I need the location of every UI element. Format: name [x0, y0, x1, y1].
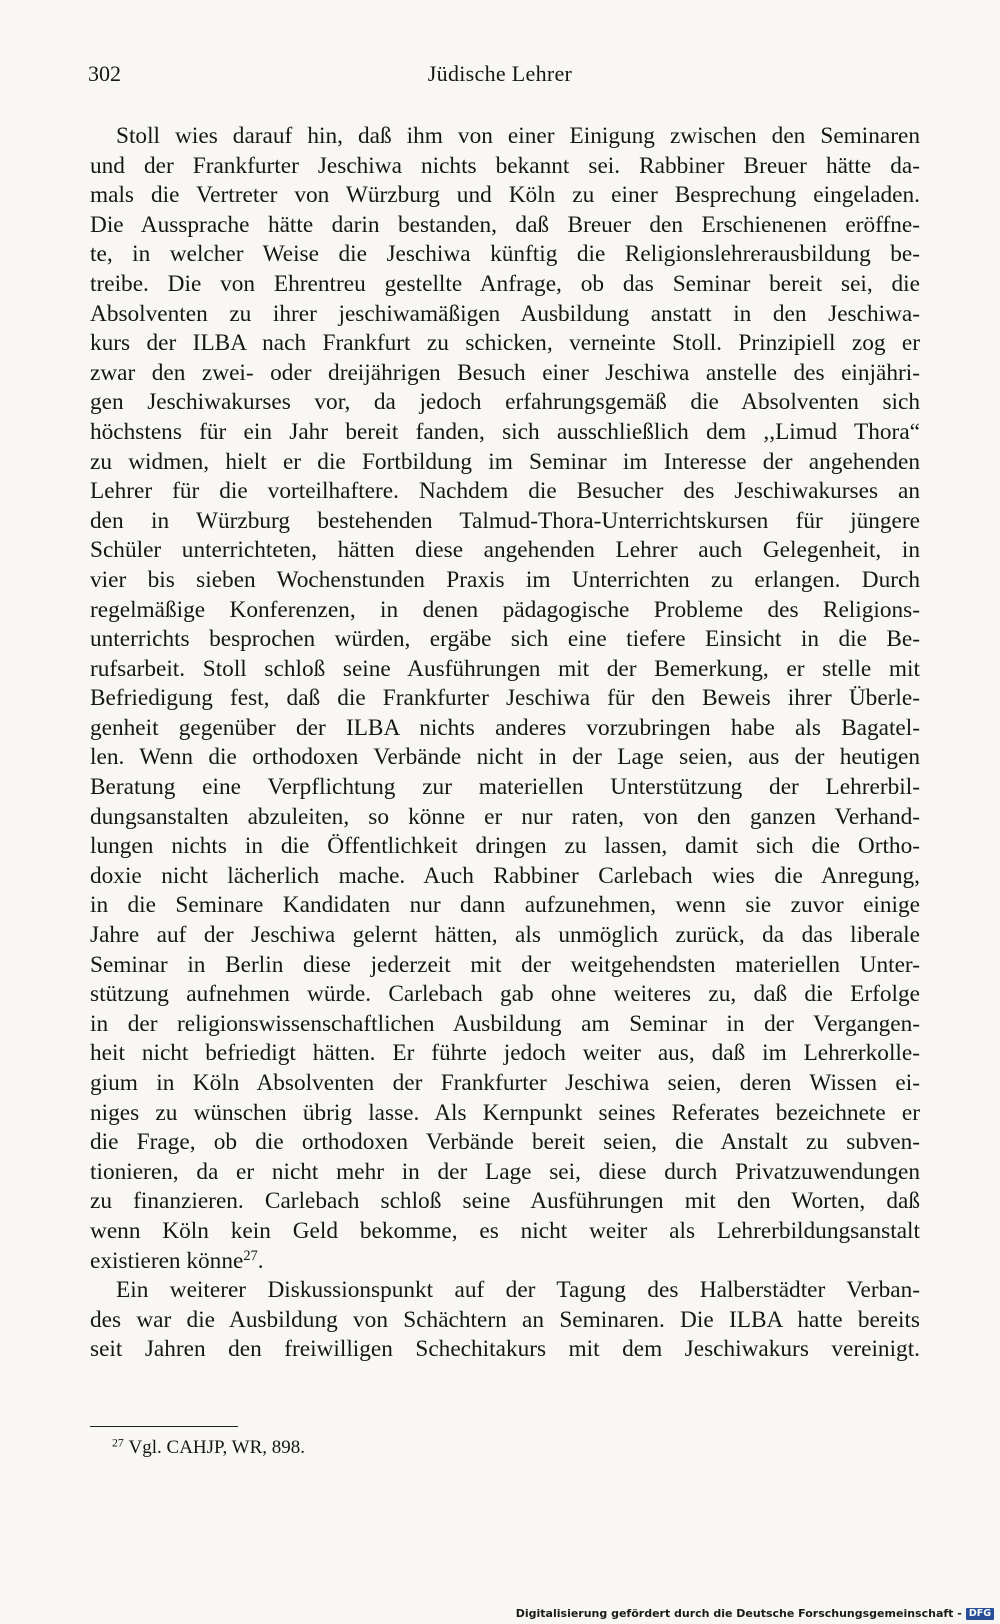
- text-line-content: len. Wenn die orthodoxen Verbände nicht in der Lage seien, aus der heutigen: [90, 744, 920, 771]
- text-line: [90, 1010, 920, 1040]
- text-line-content: Absolventen zu ihrer jeschiwamäßigen Ausbildung anstatt in den Jeschiwa-: [90, 300, 920, 327]
- footnote-text: Vgl. CAHJP, WR, 898.: [128, 1437, 305, 1458]
- text-line-content: die Frage, ob die orthodoxen Verbände bereit seien, die Anstalt zu subven-: [90, 1129, 920, 1156]
- text-line-content: te, in welcher Weise die Jeschiwa künftig die Religionslehrerausbildung be-: [90, 241, 920, 268]
- text-line-content: tionieren, da er nicht mehr in der Lage sei, diese durch Privatzuwendungen: [90, 1158, 920, 1185]
- text-line-content: gium in Köln Absolventen der Frankfurter Jeschiwa seien, deren Wissen ei-: [90, 1070, 920, 1096]
- text-line-content: Schüler unterrichteten, hätten diese angehenden Lehrer auch Gelegenheit, in: [90, 537, 920, 564]
- text-line-content: lungen nichts in die Öffentlichkeit dringen zu lassen, damit sich die Ortho-: [90, 833, 920, 860]
- footnote-divider: [90, 1426, 238, 1427]
- text-line-content: Jahre auf der Jeschiwa gelernt hätten, als unmöglich zurück, da das liberale: [90, 922, 920, 949]
- running-head: Jüdische Lehrer: [427, 61, 573, 86]
- text-line: [90, 359, 920, 389]
- text-line-content: stützung aufnehmen würde. Carlebach gab ohne weiteres zu, daß die Erfolge: [90, 981, 920, 1008]
- text-line: [90, 1187, 920, 1217]
- text-line-content: heit nicht befriedigt hätten. Er führte jedoch weiter aus, daß im Lehrerkolle-: [90, 1040, 920, 1067]
- footnote: [112, 1436, 305, 1460]
- text-line-content: regelmäßige Konferenzen, in denen pädagogische Probleme des Religions-: [90, 596, 920, 623]
- text-line: [90, 684, 920, 714]
- text-line: [90, 1158, 920, 1188]
- text-line-content: Lehrer für die vorteilhaftere. Nachdem die Besucher des Jeschiwakurses an: [90, 478, 920, 505]
- text-line-content: doxie nicht lächerlich mache. Auch Rabbiner Carlebach wies die Anregung,: [90, 862, 920, 889]
- text-line: [90, 1217, 920, 1247]
- text-line: [90, 862, 920, 892]
- credit-text: Digitalisierung gefördert durch die Deutsche Forschungsgemeinschaft -: [515, 1607, 962, 1620]
- text-line: [90, 152, 920, 182]
- body-text: [90, 122, 920, 1365]
- text-line: [90, 625, 920, 655]
- text-line-content: gen Jeschiwakurses vor, da jedoch erfahrungsgemäß die Absolventen sich: [90, 389, 920, 416]
- text-line: [90, 891, 920, 921]
- text-line: [90, 1099, 920, 1129]
- dfg-logo: DFG: [966, 1608, 994, 1620]
- text-line: [90, 122, 920, 152]
- text-line-content: zu widmen, hielt er die Fortbildung im Seminar im Interesse der angehenden: [90, 448, 920, 475]
- text-line-content: zwar den zwei- oder dreijährigen Besuch einer Jeschiwa anstelle des einjähri-: [90, 359, 920, 386]
- text-line: [90, 477, 920, 507]
- text-line: [90, 448, 920, 478]
- text-line: [90, 743, 920, 773]
- text-line-content: Ein weiterer Diskussionspunkt auf der Tagung des Halberstädter Verban-: [116, 1277, 920, 1304]
- text-line: [90, 211, 920, 241]
- text-line-content: den in Würzburg bestehenden Talmud-Thora-Unterrichtskursen für jüngere: [90, 507, 920, 534]
- text-line: [90, 803, 920, 833]
- text-line: [90, 329, 920, 359]
- text-line: [90, 181, 920, 211]
- page-number: 302: [88, 61, 121, 86]
- text-line-content: mals die Vertreter von Würzburg und Köln zu einer Besprechung eingeladen.: [90, 182, 920, 209]
- text-line: [90, 240, 920, 270]
- sentence-period: .: [257, 1247, 264, 1274]
- text-line: [90, 270, 920, 300]
- text-line-content: kurs der ILBA nach Frankfurt zu schicken, verneinte Stoll. Prinzipiell zog er: [90, 330, 920, 357]
- text-line-content: vier bis sieben Wochenstunden Praxis im Unterrichten zu erlangen. Durch: [90, 566, 920, 593]
- text-line: [90, 300, 920, 330]
- text-line-content: unterrichts besprochen würden, ergäbe sich eine tiefere Einsicht in die Be-: [90, 626, 920, 653]
- text-line-content: wenn Köln kein Geld bekomme, es nicht weiter als Lehrerbildungsanstalt: [90, 1217, 920, 1244]
- text-line-content: niges zu wünschen übrig lasse. Als Kernpunkt seines Referates bezeichnete er: [90, 1099, 920, 1126]
- text-line-content: genheit gegenüber der ILBA nichts anderes vorzubringen habe als Bagatel-: [90, 714, 920, 741]
- text-line: [90, 832, 920, 862]
- text-line: [90, 1247, 920, 1277]
- text-line-content: zu finanzieren. Carlebach schloß seine Ausführungen mit den Worten, daß: [90, 1188, 920, 1215]
- text-line-content: treibe. Die von Ehrentreu gestellte Anfrage, ob das Seminar bereit sei, die: [90, 270, 920, 297]
- text-line: [90, 1306, 920, 1336]
- text-line: [90, 1128, 920, 1158]
- text-line: [90, 536, 920, 566]
- text-line: [90, 418, 920, 448]
- text-line-content: Beratung eine Verpflichtung zur materiellen Unterstützung der Lehrerbil-: [90, 774, 920, 801]
- footnote-number: 27: [112, 1436, 124, 1450]
- text-line-content: in die Seminare Kandidaten nur dann aufzunehmen, wenn sie zuvor einige: [90, 892, 920, 919]
- text-line-content: und der Frankfurter Jeschiwa nichts bekannt sei. Rabbiner Breuer hätte da-: [90, 152, 920, 179]
- text-line-content: höchstens für ein Jahr bereit fanden, sich ausschließlich dem ,,Limud Thora“: [90, 418, 920, 445]
- text-line: [90, 921, 920, 951]
- text-line-content: seit Jahren den freiwilligen Schechitakurs mit dem Jeschiwakurs vereinigt.: [90, 1336, 920, 1363]
- text-line: [90, 951, 920, 981]
- text-line: [90, 1276, 920, 1306]
- text-line: [90, 980, 920, 1010]
- text-line-content: Seminar in Berlin diese jederzeit mit der weitgehendsten materiellen Unter-: [90, 951, 920, 978]
- text-line: [90, 507, 920, 537]
- text-line: [90, 655, 920, 685]
- text-line-content: dungsanstalten abzuleiten, so könne er nur raten, von den ganzen Verhand-: [90, 803, 920, 830]
- text-line-content: rufsarbeit. Stoll schloß seine Ausführungen mit der Bemerkung, er stelle mit: [90, 655, 920, 682]
- text-line-content: Die Aussprache hätte darin bestanden, daß Breuer den Erschienenen eröffne-: [90, 211, 920, 238]
- text-line-content: Befriedigung fest, daß die Frankfurter Jeschiwa für den Beweis ihrer Überle-: [90, 685, 920, 712]
- text-line: [90, 596, 920, 626]
- text-line-content: des war die Ausbildung von Schächtern an Seminaren. Die ILBA hatte bereits: [90, 1306, 920, 1333]
- text-line: [90, 566, 920, 596]
- text-line: [90, 773, 920, 803]
- text-line-content: Stoll wies darauf hin, daß ihm von einer Einigung zwischen den Seminaren: [116, 123, 920, 149]
- text-line: [90, 1039, 920, 1069]
- text-line: [90, 1335, 920, 1365]
- text-line: [90, 714, 920, 744]
- text-line: [90, 388, 920, 418]
- text-line: [90, 1069, 920, 1099]
- footnote-reference[interactable]: 27: [243, 1247, 258, 1264]
- digitization-credit: [516, 1607, 994, 1620]
- text-line-content: existieren könne: [90, 1247, 244, 1274]
- text-line-content: in der religionswissenschaftlichen Ausbildung am Seminar in der Vergangen-: [90, 1010, 920, 1037]
